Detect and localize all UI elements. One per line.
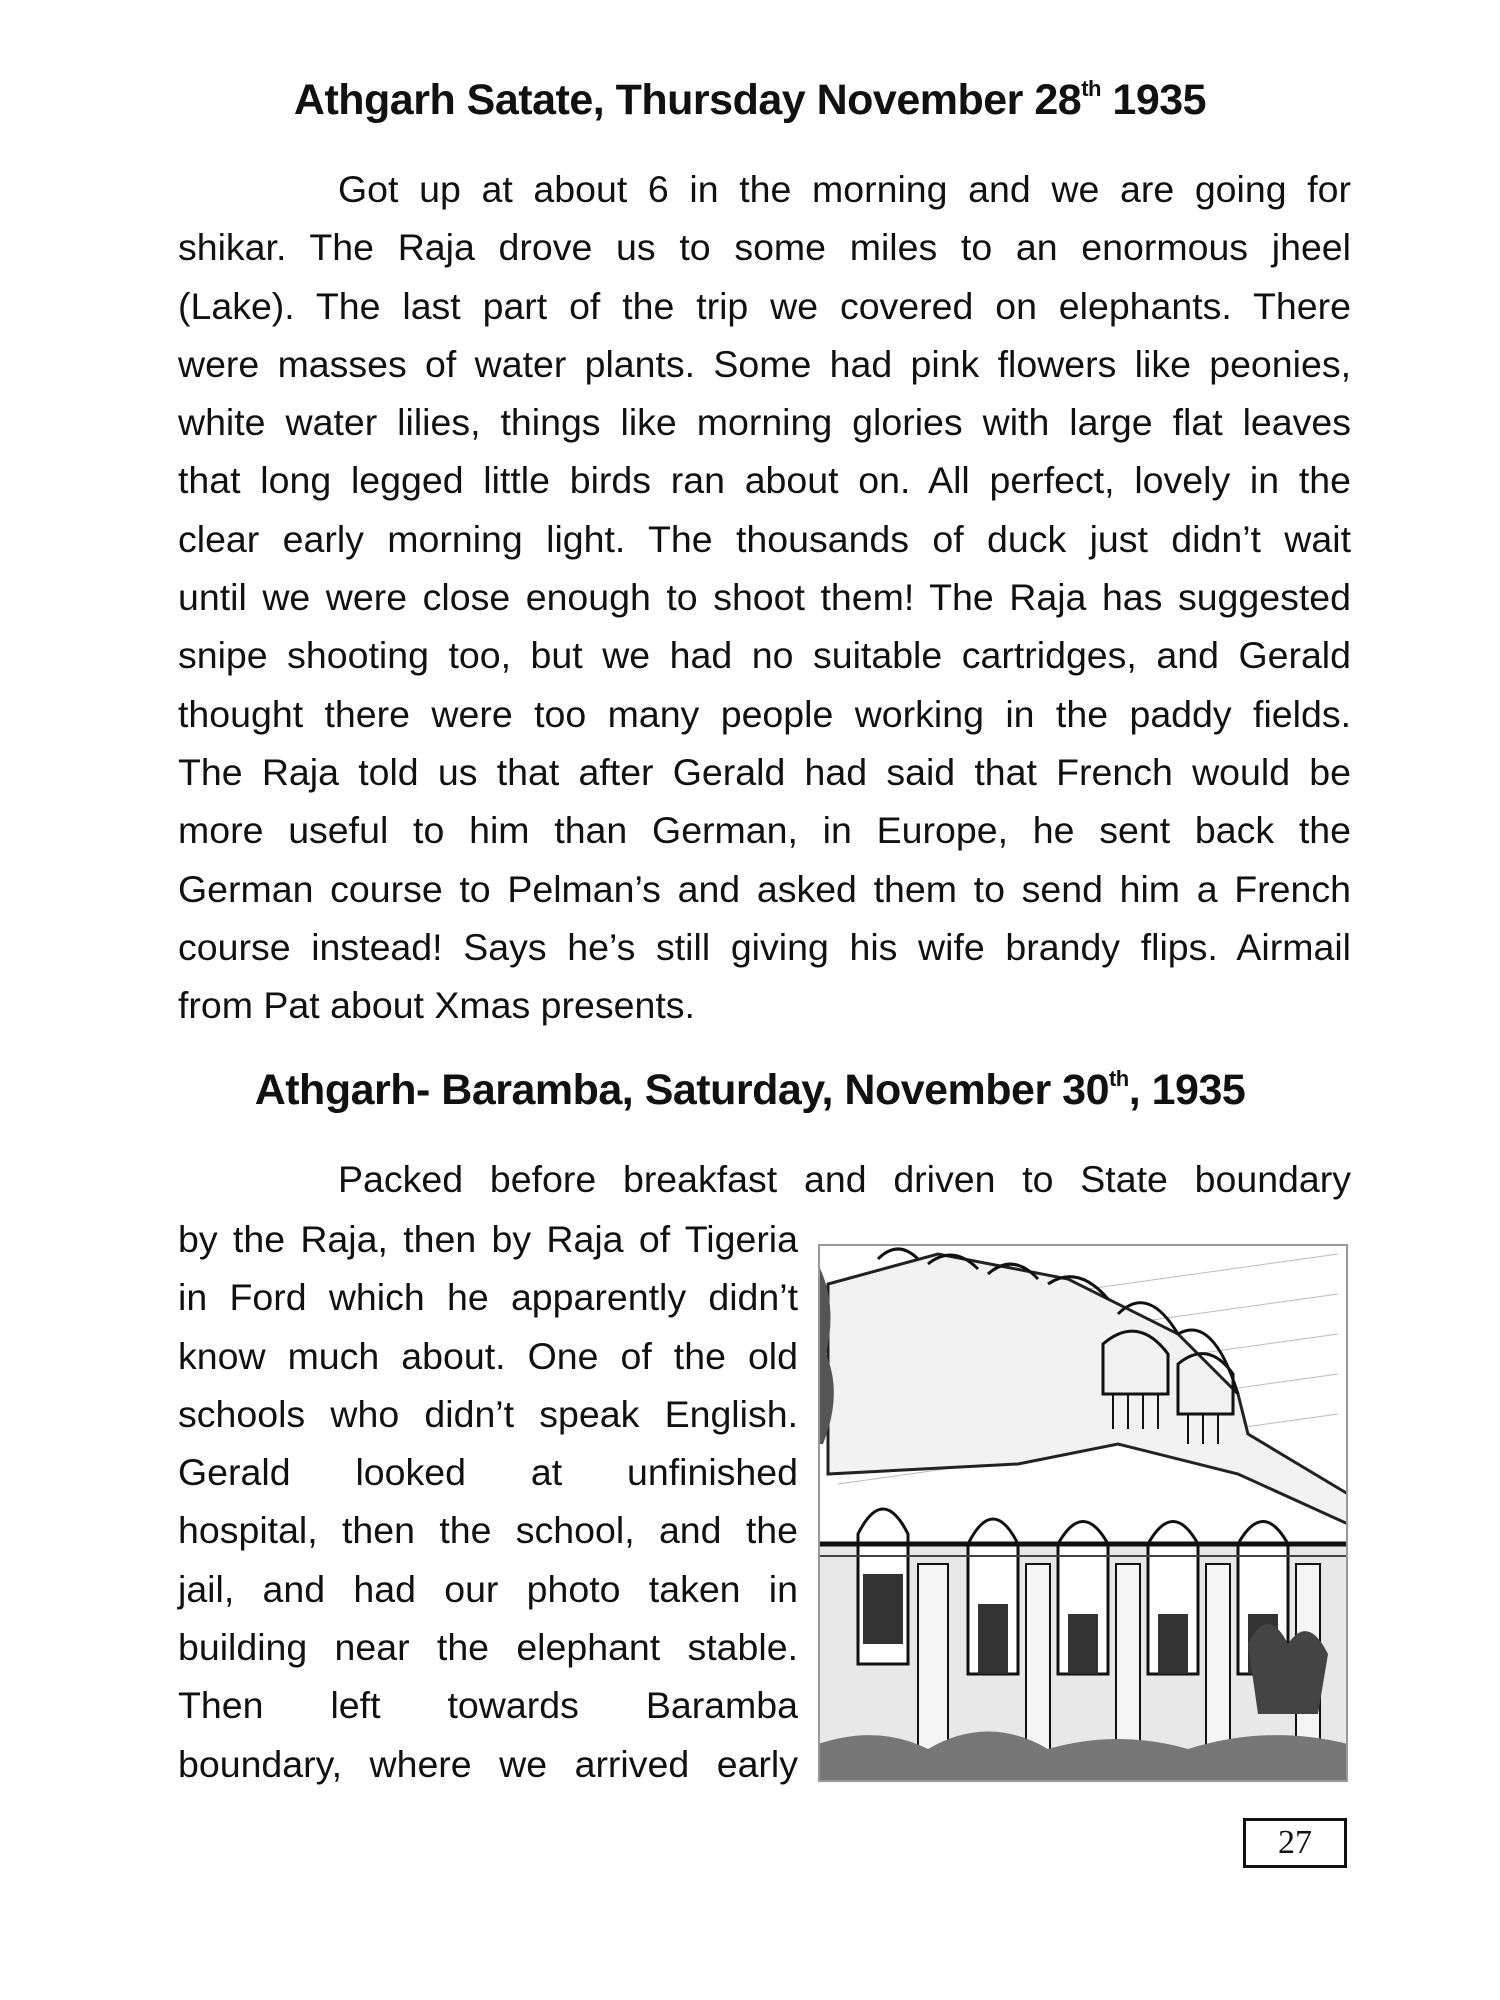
text-line: until we were close enough to shoot them! The Raja has suggested: [178, 576, 1351, 619]
entry-heading-nov-30: [0, 1062, 1500, 1118]
text-line: schools who didn’t speak English.: [178, 1392, 798, 1435]
text-line: Gerald looked at unfinished: [178, 1451, 798, 1494]
heading-text: Athgarh- Baramba, Saturday, November 30: [254, 1066, 1109, 1114]
text-line: hospital, then the school, and the: [178, 1509, 798, 1552]
text-line: in Ford which he apparently didn’t: [178, 1276, 798, 1319]
text-line: Packed before breakfast and driven to State boundary: [338, 1158, 1351, 1200]
heading-year: , 1935: [1128, 1066, 1246, 1114]
text-line: course instead! Says he’s still giving his wife brandy flips. Airmail: [178, 925, 1351, 968]
text-line: white water lilies, things like morning glories with large flat leaves: [178, 401, 1351, 444]
text-line: The Raja told us that after Gerald had said that French would be: [178, 750, 1351, 793]
heading-year: 1935: [1100, 76, 1207, 124]
text-line: jail, and had our photo taken in: [178, 1567, 798, 1610]
text-line: Got up at about 6 in the morning and we are going for: [338, 168, 1351, 210]
text-line: shikar. The Raja drove us to some miles to an enormous jheel: [178, 226, 1351, 269]
text-line: snipe shooting too, but we had no suitable cartridges, and Gerald: [178, 634, 1351, 677]
entry-body-nov-30-column: [178, 1210, 798, 1793]
text-line: thought there were too many people working in the paddy fields.: [178, 692, 1351, 735]
text-line: building near the elephant stable.: [178, 1626, 798, 1669]
text-line: by the Raja, then by Raja of Tigeria: [178, 1218, 798, 1260]
text-line: German course to Pelman’s and asked them to send him a French: [178, 867, 1351, 910]
entry-heading-nov-28: [0, 72, 1500, 128]
text-line: know much about. One of the old: [178, 1334, 798, 1377]
text-line: boundary, where we arrived early: [178, 1742, 798, 1785]
palace-sketch-illustration: [818, 1244, 1348, 1782]
entry-body-nov-30-first-line: [178, 1150, 1351, 1208]
entry-body-nov-28: [178, 160, 1351, 1034]
heading-text: Athgarh Satate, Thursday November 28: [293, 76, 1082, 124]
heading-ordinal: th: [1081, 76, 1101, 101]
text-line: from Pat about Xmas presents.: [178, 984, 695, 1027]
text-line: clear early morning light. The thousands of duck just didn’t wait: [178, 517, 1351, 560]
text-line: were masses of water plants. Some had pink flowers like peonies,: [178, 342, 1351, 385]
text-line: Then left towards Baramba: [178, 1684, 798, 1727]
page-number: 27: [1243, 1818, 1347, 1868]
text-line: more useful to him than German, in Europe, he sent back the: [178, 809, 1351, 852]
text-line: (Lake). The last part of the trip we covered on elephants. There: [178, 284, 1351, 327]
text-line: that long legged little birds ran about on. All perfect, lovely in the: [178, 459, 1351, 502]
heading-ordinal: th: [1108, 1066, 1129, 1091]
